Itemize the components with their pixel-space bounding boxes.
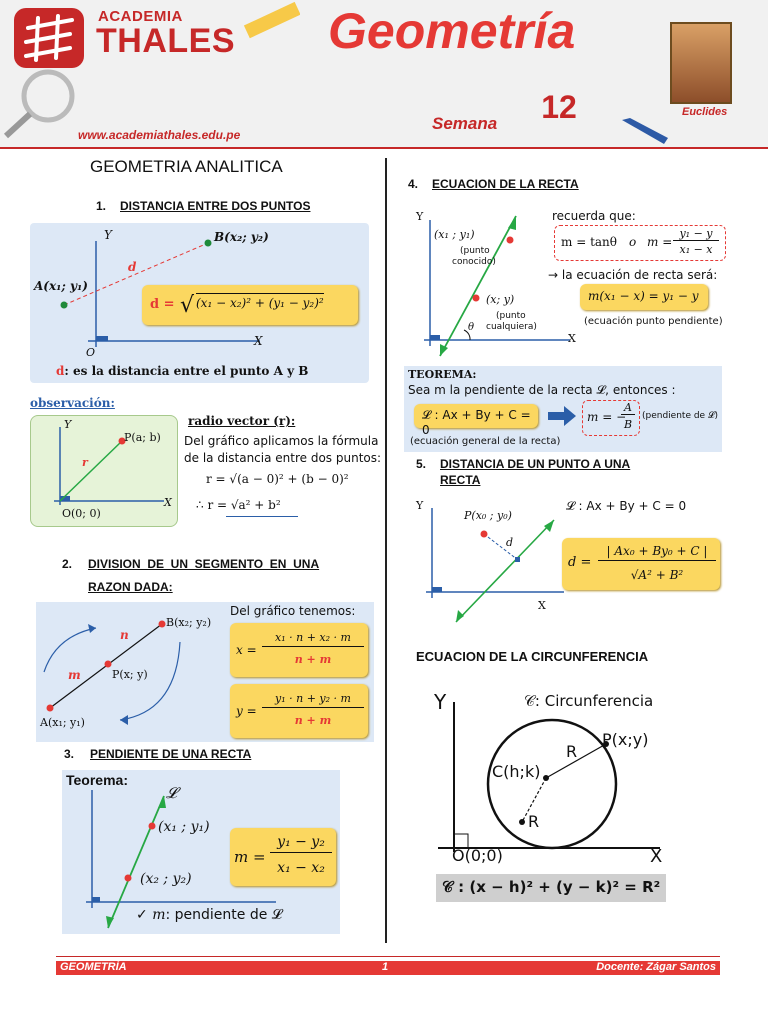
pl-axis-y: Y bbox=[416, 499, 424, 512]
footer-subject: GEOMETRÍA bbox=[60, 961, 127, 973]
slope-ratio-box bbox=[582, 400, 640, 436]
pl-d-label: d bbox=[506, 536, 514, 549]
line-theta: θ bbox=[468, 322, 475, 333]
rv-underline bbox=[226, 516, 298, 517]
division-n-label: n bbox=[120, 628, 129, 642]
rv-text-1: Del gráfico aplicamos la fórmula bbox=[184, 434, 379, 448]
page-header bbox=[0, 0, 768, 148]
circle-label: 𝒞: Circunferencia bbox=[524, 692, 654, 710]
division-point-b: B(x₂; y₂) bbox=[166, 616, 212, 629]
point-slope-note: (ecuación punto pendiente) bbox=[584, 316, 723, 327]
page-title: Geometría bbox=[328, 3, 576, 59]
circle-equation-box bbox=[436, 874, 666, 902]
circle-origin: O(0;0) bbox=[452, 846, 503, 865]
arrow-right-icon bbox=[548, 406, 578, 426]
line-point-1: (x₁ ; y₁) bbox=[434, 228, 475, 241]
recuerda-tan: m = tanθ bbox=[561, 235, 617, 249]
column-divider bbox=[385, 158, 387, 943]
rv-text-2: de la distancia entre dos puntos: bbox=[184, 451, 382, 465]
slope-point-2: (x₂ ; y₂) bbox=[140, 871, 192, 887]
pl-point: P(x₀ ; y₀) bbox=[464, 509, 512, 522]
distance-formula-radicand: (x₁ − x₂)² + (y₁ − y₂)² bbox=[196, 293, 324, 310]
slope-formula-lhs: m = bbox=[234, 848, 266, 866]
slope-formula-den: x₁ − x₂ bbox=[277, 860, 325, 876]
circle-radius-1: R bbox=[566, 742, 578, 761]
rv-axis-y: Y bbox=[64, 418, 72, 431]
section-5-heading-1: DISTANCIA DE UN PUNTO A UNA bbox=[440, 457, 631, 471]
pl-axis-x: X bbox=[538, 599, 546, 612]
circle-center: C(h;k) bbox=[492, 762, 541, 781]
slope-note-text: : pendiente de 𝓛 bbox=[165, 907, 282, 923]
rv-title: radio vector (r): bbox=[188, 414, 296, 428]
distance-caption-text: : es la distancia entre el punto A y B bbox=[64, 364, 309, 378]
distance-point-b: B(x₂; y₂) bbox=[214, 230, 269, 244]
line-point-1-note-1: (punto bbox=[460, 246, 490, 256]
line-point-2-note-1: (punto bbox=[496, 311, 526, 321]
rv-formula-2: ∴ r = √a² + b² bbox=[196, 498, 281, 512]
division-y-den: n + m bbox=[294, 714, 332, 727]
slope-note-m: m bbox=[152, 907, 166, 923]
circle-radius-2: R bbox=[528, 812, 540, 831]
distance-axis-x: X bbox=[254, 334, 263, 348]
brand-small: ACADEMIA bbox=[98, 8, 183, 25]
section-2-heading-1: DIVISION DE UN SEGMENTO EN UNA bbox=[88, 557, 320, 571]
slope-ratio-den: B bbox=[623, 418, 633, 431]
distance-caption-d: d bbox=[56, 364, 65, 378]
recuerda-m-num: y₁ − y bbox=[673, 227, 719, 241]
magnifier-icon bbox=[0, 60, 90, 140]
section-3-number: 3. bbox=[64, 747, 75, 761]
slope-point-1: (x₁ ; y₁) bbox=[158, 819, 210, 835]
line-point-1-note-2: conocido) bbox=[452, 257, 496, 267]
slope-teorema: Teorema: bbox=[66, 772, 128, 788]
distance-point-a: A(x₁; y₁) bbox=[34, 279, 88, 293]
check-icon: ✓ bbox=[136, 907, 148, 923]
recuerda-label: recuerda que: bbox=[552, 209, 636, 223]
pl-line-equation: 𝓛 : Ax + By + C = 0 bbox=[566, 499, 687, 513]
semana-label: Semana bbox=[432, 114, 498, 133]
rv-origin: O(0; 0) bbox=[62, 507, 101, 520]
general-equation: 𝓛 : Ax + By + C = 0 bbox=[422, 408, 531, 437]
point-slope-formula: m(x₁ − x) = y₁ − y bbox=[588, 289, 699, 303]
euclid-portrait bbox=[670, 22, 732, 104]
general-equation-box bbox=[414, 404, 538, 437]
pencil-icon bbox=[620, 116, 670, 146]
slope-formula-box bbox=[230, 828, 336, 886]
pl-formula-num: | Ax₀ + By₀ + C | bbox=[598, 544, 716, 561]
line-arrow-text: → la ecuación de recta será: bbox=[548, 268, 718, 282]
section-4-heading: ECUACION DE LA RECTA bbox=[432, 177, 579, 191]
division-intro: Del gráfico tenemos: bbox=[230, 604, 356, 618]
distance-formula-box bbox=[142, 285, 358, 325]
section-1-number: 1. bbox=[96, 199, 107, 213]
section-2-heading-2: RAZON DADA: bbox=[88, 580, 173, 594]
brand-big: THALES bbox=[96, 22, 235, 60]
rv-axis-x: X bbox=[164, 496, 172, 509]
thales-logo-icon bbox=[14, 8, 84, 68]
division-y-formula-box bbox=[230, 684, 368, 738]
division-m-label: m bbox=[68, 668, 81, 682]
pl-formula-lhs: d = bbox=[568, 555, 592, 570]
division-x-den: n + m bbox=[294, 653, 332, 666]
division-point-a: A(x₁; y₁) bbox=[40, 716, 85, 729]
division-x-num: x₁ · n + x₂ · m bbox=[262, 631, 364, 647]
slope-ratio-num: A bbox=[621, 401, 635, 415]
footer-teacher: Docente: Zágar Santos bbox=[596, 961, 716, 973]
division-point-p: P(x; y) bbox=[112, 668, 148, 681]
division-x-formula-box bbox=[230, 623, 368, 677]
footer-page-number: 1 bbox=[382, 961, 389, 973]
section-2-number: 2. bbox=[62, 557, 73, 571]
pl-formula-den: √A² + B² bbox=[630, 568, 684, 582]
circle-equation: 𝒞 : (x − h)² + (y − k)² = R² bbox=[442, 878, 661, 896]
teorema-label: TEOREMA: bbox=[408, 368, 477, 381]
slope-line-label: 𝓛 bbox=[166, 784, 177, 802]
distance-caption bbox=[56, 364, 308, 378]
point-slope-formula-box bbox=[580, 284, 708, 310]
slope-ratio-lhs: m = − bbox=[587, 410, 627, 424]
recuerda-m-lhs: m = bbox=[647, 235, 673, 249]
rv-r-label: r bbox=[82, 456, 88, 469]
footer-bar bbox=[56, 961, 720, 975]
pl-formula-box bbox=[562, 538, 720, 590]
slope-ratio-note: (pendiente de 𝓛) bbox=[642, 411, 719, 421]
portrait-label: Euclides bbox=[682, 106, 728, 118]
line-axis-y: Y bbox=[416, 210, 424, 223]
distance-axis-y: Y bbox=[104, 228, 112, 242]
footer-line bbox=[56, 956, 720, 957]
teorema-text: Sea m la pendiente de la recta 𝓛, entonces : bbox=[408, 383, 676, 397]
distance-d-label: d bbox=[128, 260, 137, 274]
distance-formula-lhs: d = bbox=[150, 297, 175, 312]
header-divider bbox=[0, 147, 768, 149]
circle-axis-y: Y bbox=[434, 690, 447, 714]
recuerda-box bbox=[554, 225, 726, 261]
week-number: 12 bbox=[536, 86, 582, 128]
division-y-num: y₁ · n + y₂ · m bbox=[262, 692, 364, 708]
main-title: GEOMETRIA ANALITICA bbox=[90, 157, 283, 176]
section-3-heading: PENDIENTE DE UNA RECTA bbox=[90, 747, 252, 761]
section-1-heading: DISTANCIA ENTRE DOS PUNTOS bbox=[120, 199, 311, 213]
slope-note bbox=[136, 907, 282, 923]
line-point-2: (x; y) bbox=[486, 293, 515, 306]
division-y-lhs: y = bbox=[236, 704, 257, 718]
section-5-heading-2: RECTA bbox=[440, 473, 481, 487]
rv-formula-1: r = √(a − 0)² + (b − 0)² bbox=[206, 472, 349, 486]
circle-point-p: P(x;y) bbox=[602, 730, 649, 749]
distance-origin: O bbox=[86, 346, 96, 359]
recuerda-o: o bbox=[629, 235, 637, 249]
section-4-number: 4. bbox=[408, 177, 419, 191]
division-x-lhs: x = bbox=[236, 643, 257, 657]
rv-point-p: P(a; b) bbox=[124, 431, 161, 444]
sqrt-symbol: √ bbox=[180, 293, 195, 318]
slope-formula-num: y₁ − y₂ bbox=[270, 834, 332, 853]
circle-axis-x: X bbox=[650, 846, 663, 867]
line-axis-x: X bbox=[568, 332, 576, 345]
recuerda-m-den: x₁ − x bbox=[679, 243, 713, 256]
section-5-number: 5. bbox=[416, 457, 427, 471]
website-link[interactable]: www.academiathales.edu.pe bbox=[78, 128, 241, 142]
section-6-heading: ECUACION DE LA CIRCUNFERENCIA bbox=[416, 649, 649, 664]
general-equation-note: (ecuación general de la recta) bbox=[410, 436, 561, 447]
ruler-icon bbox=[240, 0, 300, 44]
observation-label: observación: bbox=[30, 396, 115, 410]
line-point-2-note-2: cualquiera) bbox=[486, 322, 537, 332]
